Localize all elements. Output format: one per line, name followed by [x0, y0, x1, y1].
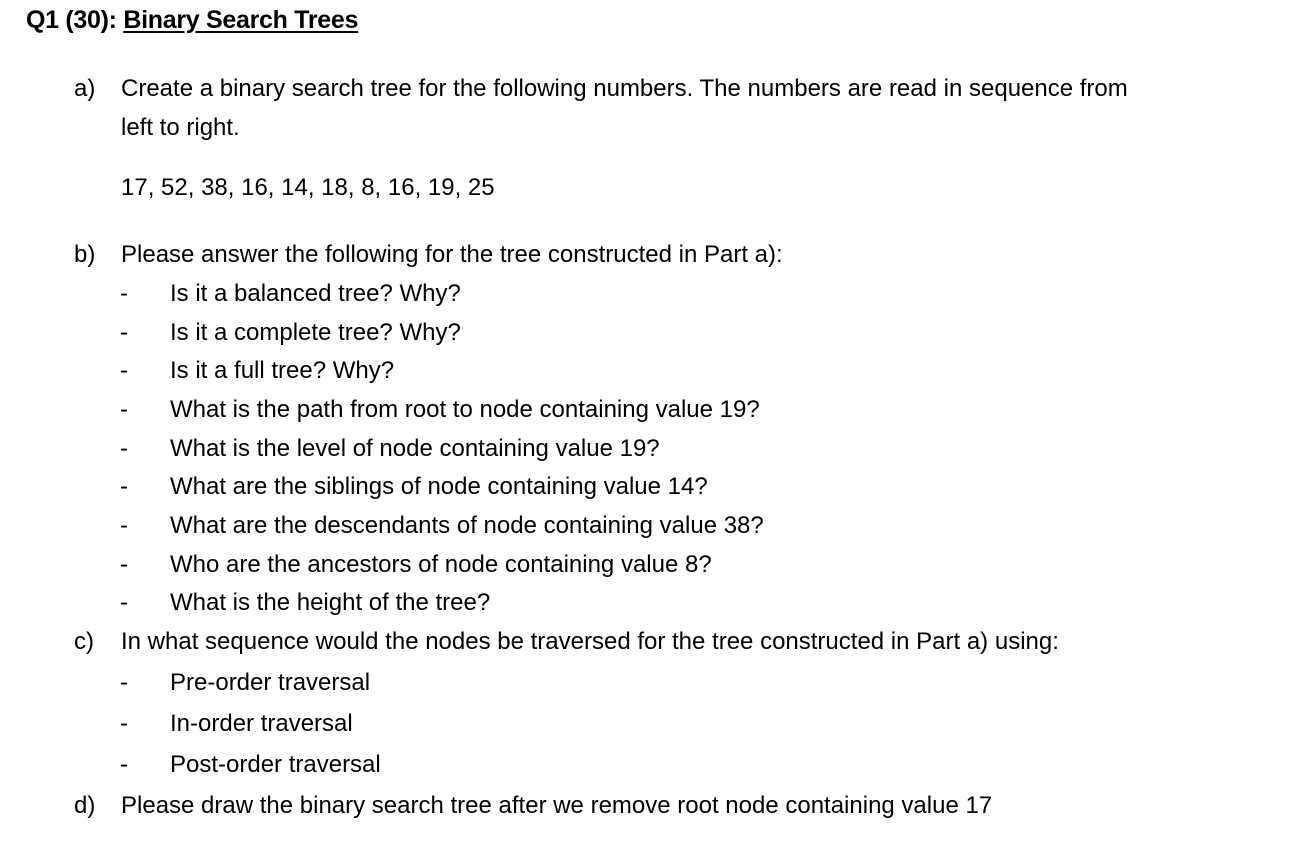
part-b-item: Is it a full tree? Why? [170, 357, 395, 384]
part-c-item: Pre-order traversal [170, 669, 371, 696]
part-b-intro: Please answer the following for the tree constructed in Part a): [121, 241, 783, 268]
dash-bullet: - [120, 435, 128, 462]
part-b-item: What is the level of node containing value 19? [170, 435, 660, 462]
part-b-item: What is the height of the tree? [170, 589, 491, 616]
part-d-marker: d) [74, 792, 96, 819]
part-b-item: Is it a complete tree? Why? [170, 319, 461, 346]
part-b-item: What are the descendants of node containing value 38? [170, 512, 764, 539]
dash-bullet: - [120, 319, 128, 346]
dash-bullet: - [120, 280, 128, 307]
dash-bullet: - [120, 751, 128, 778]
question-heading [26, 6, 358, 35]
dash-bullet: - [120, 357, 128, 384]
part-a-marker: a) [74, 75, 96, 102]
dash-bullet: - [120, 710, 128, 737]
question-title: Binary Search Trees [123, 6, 359, 34]
part-c-item: Post-order traversal [170, 751, 381, 778]
part-b-item: What is the path from root to node containing value 19? [170, 396, 760, 423]
question-label: Q1 (30): [26, 6, 117, 34]
part-b-item: Is it a balanced tree? Why? [170, 280, 461, 307]
part-b-marker: b) [74, 241, 96, 268]
dash-bullet: - [120, 473, 128, 500]
part-d-text: Please draw the binary search tree after we remove root node containing value 17 [121, 792, 993, 819]
dash-bullet: - [120, 589, 128, 616]
dash-bullet: - [120, 512, 128, 539]
dash-bullet: - [120, 396, 128, 423]
part-c-item: In-order traversal [170, 710, 353, 737]
part-a-numbers: 17, 52, 38, 16, 14, 18, 8, 16, 19, 25 [121, 174, 495, 201]
part-c-marker: c) [74, 628, 94, 655]
part-a-text-2: left to right. [121, 114, 240, 141]
dash-bullet: - [120, 669, 128, 696]
part-a-text-1: Create a binary search tree for the following numbers. The numbers are read in sequence from [121, 75, 1128, 102]
part-c-intro: In what sequence would the nodes be traversed for the tree constructed in Part a) using: [121, 628, 1059, 655]
dash-bullet: - [120, 551, 128, 578]
part-b-item: What are the siblings of node containing value 14? [170, 473, 708, 500]
part-b-item: Who are the ancestors of node containing value 8? [170, 551, 712, 578]
